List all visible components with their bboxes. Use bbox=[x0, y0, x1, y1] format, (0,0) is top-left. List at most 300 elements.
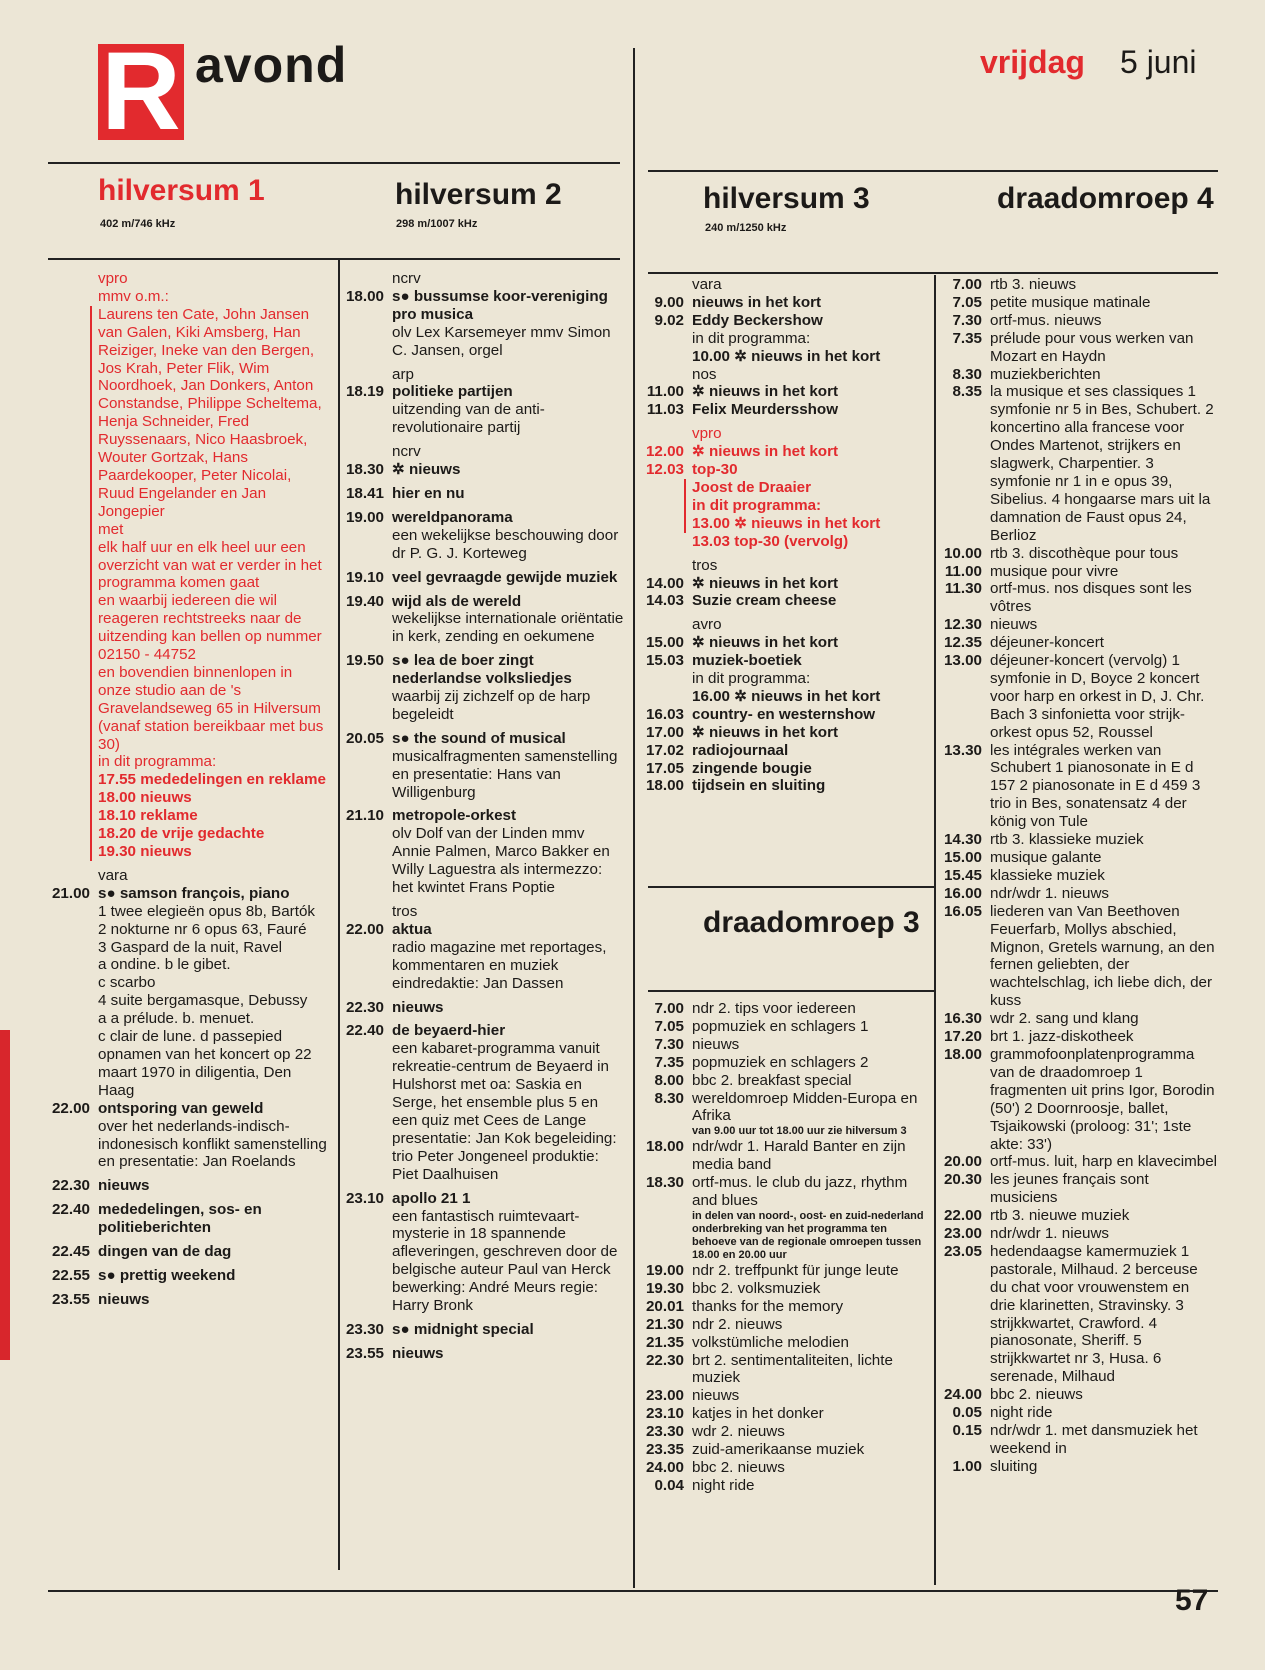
program-text: aktua bbox=[392, 920, 432, 938]
program-text: 19.30 nieuws bbox=[90, 843, 328, 861]
program-text: mmv o.m.: bbox=[98, 287, 169, 305]
time-label: 7.35 bbox=[654, 1053, 684, 1071]
time-label: 22.40 bbox=[345, 1022, 384, 1040]
section-title: avond bbox=[195, 37, 348, 93]
schedule-row bbox=[46, 867, 328, 885]
program-text: grammofoonplatenprogramma van de draadomroep 1 fragmenten uit prins Igor, Borodin (50') 2 Doornroosje, ballet, Tsjaikowski (proloog: 31'; 1ste akte: 33') bbox=[990, 1045, 1215, 1153]
program-text: rtb 3. nieuws bbox=[990, 276, 1077, 293]
schedule-row bbox=[640, 777, 932, 795]
freq-hilversum-2: 298 m/1007 kHz bbox=[396, 218, 478, 230]
time-label: 11.30 bbox=[944, 580, 982, 598]
program-text: in dit programma: bbox=[692, 670, 811, 688]
schedule-row bbox=[340, 1022, 625, 1040]
time-label bbox=[46, 1010, 98, 1028]
program-text: Felix Meurdersshow bbox=[692, 401, 839, 419]
time-label: 8.35 bbox=[952, 383, 982, 401]
program-text: politieke partijen bbox=[392, 383, 513, 401]
time-label: 7.00 bbox=[952, 276, 982, 293]
program-text: over het nederlands-indisch-indonesisch konflikt samenstelling en presentatie: Jan Roelands bbox=[98, 1117, 327, 1171]
schedule-row bbox=[340, 807, 625, 825]
program-text: c scarbo bbox=[98, 974, 156, 992]
schedule-row bbox=[640, 575, 932, 593]
program-text: ncrv bbox=[392, 443, 421, 461]
program-text: hier en nu bbox=[392, 484, 465, 502]
schedule-row bbox=[46, 664, 328, 754]
time-label: 9.00 bbox=[654, 293, 684, 311]
program-text: tros bbox=[392, 903, 418, 920]
schedule-row bbox=[640, 634, 932, 652]
schedule-row bbox=[340, 401, 625, 437]
schedule-draadomroep-3 bbox=[640, 1000, 932, 1495]
time-label: 20.01 bbox=[645, 1297, 684, 1315]
time-label: 1.00 bbox=[952, 1457, 982, 1475]
program-text: bbc 2. breakfast special bbox=[692, 1071, 852, 1089]
schedule-row bbox=[340, 569, 625, 587]
time-label bbox=[46, 939, 98, 957]
program-text: nieuws bbox=[692, 1387, 740, 1405]
time-label bbox=[340, 366, 392, 384]
program-text: ndr/wdr 1. met dansmuziek het weekend in bbox=[990, 1422, 1198, 1457]
time-label: 7.35 bbox=[952, 329, 982, 347]
time-label: 17.02 bbox=[645, 741, 684, 759]
program-text: uitzending van de anti-revolutionaire partij bbox=[392, 401, 545, 437]
program-text: prélude pour vous werken van Mozart en Haydn bbox=[990, 329, 1194, 365]
schedule-row bbox=[46, 807, 328, 825]
schedule-row bbox=[640, 348, 932, 366]
program-text: metropole-orkest bbox=[392, 807, 517, 825]
time-label: 18.00 bbox=[645, 1138, 684, 1156]
schedule-row bbox=[46, 825, 328, 843]
program-text: dingen van de dag bbox=[98, 1243, 232, 1261]
program-text: ndr 2. treffpunkt für junge leute bbox=[692, 1261, 899, 1279]
program-text: in delen van noord-, oost- en zuid-nederland onderbreking van het programma ten behoeve van de regionale omroepen tussen 18.00 en 20.00 uur bbox=[692, 1209, 924, 1261]
program-text: brt 2. sentimentaliteiten, lichte muziek bbox=[692, 1351, 893, 1387]
program-text: muziekberichten bbox=[990, 365, 1101, 383]
schedule-row bbox=[938, 1422, 1218, 1458]
schedule-row bbox=[640, 533, 932, 551]
time-label: 10.00 bbox=[943, 544, 982, 562]
program-text: bbc 2. volksmuziek bbox=[692, 1279, 821, 1297]
time-label: 18.00 bbox=[943, 1045, 982, 1063]
program-text: musique pour vivre bbox=[990, 562, 1119, 580]
schedule-row bbox=[340, 610, 625, 646]
time-label: 11.00 bbox=[646, 383, 684, 401]
time-label: 15.45 bbox=[943, 866, 982, 884]
program-text: in dit programma: bbox=[90, 753, 328, 771]
schedule-row bbox=[640, 401, 932, 419]
time-label bbox=[46, 992, 98, 1010]
time-label: 20.00 bbox=[943, 1153, 982, 1171]
schedule-draadomroep-4 bbox=[938, 276, 1218, 1476]
program-text: c clair de lune. d passepied opnamen van het koncert op 22 maart 1970 in diligentia, Den Haag bbox=[98, 1028, 312, 1099]
time-label bbox=[46, 921, 98, 939]
program-text: 17.55 mededelingen en reklame bbox=[90, 771, 328, 789]
program-text: in dit programma: bbox=[684, 497, 932, 515]
time-label: 23.30 bbox=[645, 1423, 684, 1441]
time-label: 22.00 bbox=[345, 920, 384, 938]
program-text: de beyaerd-hier bbox=[392, 1022, 506, 1040]
time-label: 22.30 bbox=[345, 998, 384, 1016]
time-label bbox=[640, 276, 692, 294]
program-text: nieuws bbox=[392, 1344, 444, 1362]
schedule-row bbox=[640, 479, 932, 497]
schedule-row bbox=[46, 939, 328, 957]
program-text: wdr 2. sang und klang bbox=[990, 1010, 1139, 1028]
page-number: 57 bbox=[1175, 1584, 1209, 1617]
time-label: 7.05 bbox=[654, 1017, 684, 1035]
time-label: 22.45 bbox=[51, 1243, 90, 1261]
schedule-hilversum-1 bbox=[46, 270, 328, 1309]
section-logo: R bbox=[98, 44, 184, 140]
schedule-row bbox=[938, 276, 1218, 294]
time-label: 13.00 bbox=[943, 652, 982, 670]
center-divider bbox=[633, 48, 635, 1588]
time-label bbox=[340, 825, 392, 897]
schedule-row bbox=[640, 652, 932, 670]
program-text: 18.20 de vrije gedachte bbox=[90, 825, 328, 843]
program-text: petite musique matinale bbox=[990, 293, 1151, 311]
time-label: 18.30 bbox=[345, 461, 384, 479]
schedule-row bbox=[340, 443, 625, 461]
program-text: wdr 2. nieuws bbox=[692, 1423, 785, 1441]
schedule-row bbox=[640, 1036, 932, 1054]
schedule-row bbox=[640, 688, 932, 706]
program-text: wereldpanorama bbox=[392, 508, 513, 526]
program-text: arp bbox=[392, 365, 414, 383]
schedule-row bbox=[938, 1046, 1218, 1153]
schedule-row bbox=[640, 366, 932, 384]
program-text: veel gevraagde gewijde muziek bbox=[392, 568, 618, 586]
program-text: brt 1. jazz-diskotheek bbox=[990, 1028, 1134, 1046]
schedule-row bbox=[640, 1280, 932, 1298]
program-text: zuid-amerikaanse muziek bbox=[692, 1441, 865, 1459]
time-label bbox=[340, 610, 392, 646]
schedule-row bbox=[46, 992, 328, 1010]
program-text: ndr/wdr 1. nieuws bbox=[990, 884, 1110, 902]
time-label bbox=[340, 324, 392, 360]
program-text: thanks for the memory bbox=[692, 1297, 844, 1315]
time-label bbox=[46, 288, 98, 306]
schedule-row bbox=[640, 312, 932, 330]
time-label: 18.19 bbox=[345, 383, 384, 401]
schedule-row bbox=[340, 999, 625, 1017]
time-label: 18.00 bbox=[345, 287, 384, 305]
program-text: Eddy Beckershow bbox=[692, 311, 823, 329]
schedule-row bbox=[340, 748, 625, 802]
schedule-row bbox=[640, 497, 932, 515]
station-hilversum-2: hilversum 2 bbox=[395, 178, 562, 211]
program-text: s● bussumse koor-vereniging pro musica bbox=[392, 287, 608, 323]
program-text: sluiting bbox=[990, 1457, 1038, 1475]
program-text: vara bbox=[98, 866, 128, 884]
schedule-row bbox=[340, 593, 625, 611]
program-text: s● the sound of musical bbox=[392, 729, 566, 747]
program-text: déjeuner-koncert bbox=[990, 634, 1104, 652]
schedule-row bbox=[46, 539, 328, 593]
program-text: van 9.00 uur tot 18.00 uur zie hilversum 3 bbox=[692, 1125, 907, 1138]
time-label: 23.10 bbox=[345, 1189, 384, 1207]
schedule-row bbox=[640, 425, 932, 443]
program-text: nieuws in het kort bbox=[692, 293, 822, 311]
schedule-row bbox=[938, 831, 1218, 849]
schedule-row bbox=[938, 312, 1218, 330]
time-label: 16.00 bbox=[943, 884, 982, 902]
schedule-row bbox=[938, 885, 1218, 903]
program-text: ortf-mus. nieuws bbox=[990, 311, 1102, 329]
time-label: 14.03 bbox=[645, 592, 684, 610]
program-text: hedendaagse kamermuziek 1 pastorale, Milhaud. 2 berceuse du chat voor vrouwenstem en drie klarinetten, Stravinsky. 3 strijkkwartet, Crawford. 4 pianosonate, Sheriff. 5 strijkkwartet nr 3, Husa. 6 serenade, Milhaud bbox=[990, 1242, 1198, 1386]
schedule-row bbox=[938, 383, 1218, 544]
time-label bbox=[640, 1125, 692, 1138]
schedule-row bbox=[640, 461, 932, 479]
rule-under-stations-right bbox=[648, 272, 1218, 274]
schedule-row bbox=[340, 509, 625, 527]
program-text: in dit programma: bbox=[692, 329, 811, 347]
schedule-row bbox=[46, 974, 328, 992]
station-draadomroep-3: draadomroep 3 bbox=[703, 906, 920, 939]
time-label: 7.00 bbox=[654, 1000, 684, 1017]
schedule-row bbox=[340, 485, 625, 503]
time-label bbox=[340, 443, 392, 461]
program-text: 1 twee elegieën opus 8b, Bartók bbox=[98, 902, 315, 920]
program-text: vpro bbox=[98, 270, 128, 287]
program-text: musicalfragmenten samenstelling en presentatie: Hans van Willigenburg bbox=[392, 747, 618, 801]
time-label: 9.02 bbox=[654, 311, 684, 329]
divider-col3-col4 bbox=[934, 275, 936, 1585]
schedule-row bbox=[340, 324, 625, 360]
program-text: muziek-boetiek bbox=[692, 652, 802, 670]
schedule-row bbox=[340, 527, 625, 563]
time-label: 15.00 bbox=[943, 849, 982, 866]
program-text: ✲ nieuws in het kort bbox=[692, 723, 839, 741]
time-label: 23.35 bbox=[645, 1441, 684, 1459]
time-label: 18.00 bbox=[645, 777, 684, 795]
program-text: 3 Gaspard de la nuit, Ravel bbox=[98, 938, 283, 956]
edge-red-bar bbox=[0, 1030, 10, 1360]
time-label: 23.55 bbox=[51, 1290, 90, 1308]
time-label: 23.30 bbox=[345, 1320, 384, 1338]
schedule-row bbox=[340, 1345, 625, 1363]
rule-top-left bbox=[48, 162, 620, 164]
schedule-row bbox=[938, 1010, 1218, 1028]
day-label: vrijdag bbox=[980, 44, 1085, 80]
program-text: en bovendien binnenlopen in onze studio aan de 's Gravelandseweg 65 in Hilversum (vanaf station bereikbaar met bus 30) bbox=[90, 664, 328, 754]
schedule-row bbox=[340, 366, 625, 384]
schedule-row bbox=[46, 592, 328, 664]
time-label: 21.00 bbox=[51, 884, 90, 902]
time-label bbox=[46, 974, 98, 992]
program-text: Laurens ten Cate, John Jansen van Galen, Kiki Amsberg, Han Reiziger, Ineke van den Bergen, Jos Krah, Peter Flik, Wim Noordhoek, Jan Donkers, Anton Constandse, Philippe Scheltema, Henja Schneider, Fred Ruyssenaars, Nico Haasbroek, Wouter Gortzak, Hans Paardekooper, Peter Nicolai, Ruud Engelander en Jan Jongepier bbox=[90, 306, 328, 521]
program-text: klassieke muziek bbox=[990, 866, 1105, 884]
schedule-row bbox=[340, 921, 625, 939]
schedule-row bbox=[640, 1423, 932, 1441]
schedule-row bbox=[640, 1054, 932, 1072]
program-text: ndr 2. tips voor iedereen bbox=[692, 1000, 856, 1017]
time-label bbox=[46, 903, 98, 921]
schedule-row bbox=[938, 1028, 1218, 1046]
program-text: zingende bougie bbox=[692, 759, 812, 777]
time-label: 19.10 bbox=[345, 568, 384, 586]
program-text: les intégrales werken van Schubert 1 pianosonate in E d 157 2 pianosonate in E d 459 3 trio in Bes, sonatensatz 4 der könig von Tule bbox=[990, 741, 1201, 831]
time-label bbox=[340, 527, 392, 563]
schedule-row bbox=[938, 545, 1218, 563]
schedule-row bbox=[640, 557, 932, 575]
schedule-row bbox=[46, 789, 328, 807]
time-label: 23.05 bbox=[943, 1242, 982, 1260]
program-text: olv Lex Karsemeyer mmv Simon C. Jansen, orgel bbox=[392, 323, 611, 359]
schedule-row bbox=[46, 771, 328, 789]
schedule-row bbox=[640, 515, 932, 533]
time-label: 11.00 bbox=[944, 562, 982, 580]
schedule-row bbox=[640, 670, 932, 688]
time-label bbox=[46, 956, 98, 974]
program-text: vara bbox=[692, 276, 722, 293]
schedule-row bbox=[640, 1174, 932, 1210]
schedule-row bbox=[640, 760, 932, 778]
time-label bbox=[640, 533, 692, 551]
time-label: 23.00 bbox=[645, 1387, 684, 1405]
program-text: Joost de Draaier bbox=[684, 479, 932, 497]
time-label: 23.55 bbox=[345, 1344, 384, 1362]
schedule-row bbox=[46, 270, 328, 288]
program-text: wekelijkse internationale oriëntatie in kerk, zending en oekumene bbox=[392, 610, 624, 646]
time-label: 0.15 bbox=[952, 1422, 982, 1439]
time-label: 21.30 bbox=[645, 1315, 684, 1333]
schedule-row bbox=[938, 1386, 1218, 1404]
program-text: s● prettig weekend bbox=[98, 1266, 236, 1284]
program-text: night ride bbox=[692, 1476, 755, 1494]
date-label: 5 juni bbox=[1120, 44, 1197, 80]
program-text: ndr/wdr 1. Harald Banter en zijn media band bbox=[692, 1138, 906, 1174]
program-text: night ride bbox=[990, 1404, 1053, 1422]
schedule-row bbox=[46, 885, 328, 903]
program-text: radio magazine met reportages, kommentaren en muziek eindredaktie: Jan Dassen bbox=[392, 938, 607, 992]
time-label: 0.04 bbox=[654, 1476, 684, 1494]
program-text: ontsporing van geweld bbox=[98, 1099, 264, 1117]
program-text: ncrv bbox=[392, 270, 421, 287]
time-label bbox=[340, 1208, 392, 1315]
schedule-row bbox=[938, 1225, 1218, 1243]
program-text: rtb 3. discothèque pour tous bbox=[990, 544, 1179, 562]
schedule-row bbox=[640, 616, 932, 634]
time-label bbox=[640, 670, 692, 688]
schedule-row bbox=[640, 706, 932, 724]
program-text: ortf-mus. nos disques sont les vôtres bbox=[990, 580, 1192, 616]
program-text: vpro bbox=[692, 425, 722, 443]
time-label: 13.30 bbox=[943, 741, 982, 759]
schedule-row bbox=[640, 294, 932, 312]
schedule-row bbox=[640, 1125, 932, 1138]
program-text: waarbij zij zichzelf op de harp begeleidt bbox=[392, 688, 591, 723]
time-label: 11.03 bbox=[646, 401, 684, 419]
schedule-row bbox=[46, 1243, 328, 1261]
program-text: ✲ nieuws in het kort bbox=[692, 383, 839, 401]
program-text: liederen van Van Beethoven Feuerfarb, Mollys abschied, Mignon, Gretels warnung, an den fernen geliebten, der wachtelschlag, ich liebe dich, der kuss bbox=[990, 902, 1215, 1010]
schedule-row bbox=[640, 1405, 932, 1423]
schedule-row bbox=[640, 1334, 932, 1352]
schedule-row bbox=[340, 652, 625, 688]
time-label bbox=[340, 401, 392, 437]
time-label: 19.00 bbox=[645, 1261, 684, 1279]
time-label: 18.41 bbox=[345, 484, 384, 502]
schedule-row bbox=[938, 1171, 1218, 1207]
schedule-row bbox=[640, 1210, 932, 1262]
time-label: 22.40 bbox=[51, 1201, 90, 1219]
schedule-row bbox=[938, 849, 1218, 867]
schedule-row bbox=[640, 330, 932, 348]
time-label: 8.30 bbox=[952, 365, 982, 383]
station-hilversum-1: hilversum 1 bbox=[98, 174, 265, 207]
time-label bbox=[640, 557, 692, 575]
time-label bbox=[46, 270, 98, 288]
schedule-row bbox=[938, 330, 1218, 366]
program-text: een kabaret-programma vanuit rekreatie-centrum de Beyaerd in Hulshorst met oa: Saskia en Serge, het ensemble plus 5 en een quiz met Cees de Lange presentatie: Jan Kok begeleiding: trio Peter Jongeneel produktie: Piet Daalhuisen bbox=[392, 1040, 617, 1183]
program-text: tros bbox=[692, 556, 718, 574]
program-text: popmuziek en schlagers 2 bbox=[692, 1053, 869, 1071]
time-label bbox=[340, 270, 392, 288]
time-label: 19.50 bbox=[345, 652, 384, 670]
schedule-row bbox=[640, 1387, 932, 1405]
time-label bbox=[640, 1210, 692, 1262]
program-text: apollo 21 1 bbox=[392, 1189, 471, 1207]
program-text: met bbox=[90, 521, 328, 539]
schedule-hilversum-3 bbox=[640, 276, 932, 795]
time-label: 22.30 bbox=[51, 1177, 90, 1195]
rule-above-draadomroep3 bbox=[648, 886, 934, 888]
program-text: wijd als de wereld bbox=[392, 592, 522, 610]
schedule-row bbox=[640, 724, 932, 742]
station-hilversum-3: hilversum 3 bbox=[703, 182, 870, 215]
schedule-row bbox=[938, 366, 1218, 384]
schedule-row bbox=[46, 1291, 328, 1309]
program-text: 18.00 nieuws bbox=[90, 789, 328, 807]
schedule-row bbox=[938, 1207, 1218, 1225]
program-text: Suzie cream cheese bbox=[692, 592, 837, 610]
schedule-row bbox=[640, 276, 932, 294]
schedule-row bbox=[640, 1459, 932, 1477]
schedule-row bbox=[46, 1010, 328, 1028]
schedule-row bbox=[640, 1000, 932, 1018]
schedule-row bbox=[46, 1028, 328, 1100]
schedule-row bbox=[938, 867, 1218, 885]
program-text: nieuws bbox=[98, 1290, 150, 1308]
program-text: popmuziek en schlagers 1 bbox=[692, 1017, 869, 1035]
time-label bbox=[340, 688, 392, 724]
schedule-row bbox=[340, 288, 625, 324]
time-label: 21.35 bbox=[645, 1333, 684, 1351]
schedule-row bbox=[640, 1352, 932, 1388]
schedule-row bbox=[340, 1321, 625, 1339]
rule-under-stations-left bbox=[48, 258, 620, 260]
program-text: en waarbij iedereen die wil reageren rechtstreeks naar de uitzending kan bellen op nummer 02150 - 44752 bbox=[90, 592, 328, 664]
time-label: 17.05 bbox=[645, 759, 684, 777]
schedule-row bbox=[340, 903, 625, 921]
time-label: 7.30 bbox=[952, 311, 982, 329]
program-text: la musique et ses classiques 1 symfonie nr 5 in Bes, Schubert. 2 koncertino alla francese voor Ondes Martenot, strijkers en slagwerk, Charpentier. 3 symfonie nr 1 in e opus 39, Sibelius. 4 hongaarse mars uit la damnation de Faust opus 24, Berlioz bbox=[990, 383, 1214, 544]
program-text: ndr 2. nieuws bbox=[692, 1315, 783, 1333]
schedule-row bbox=[46, 753, 328, 771]
time-label: 19.40 bbox=[345, 592, 384, 610]
time-label: 8.00 bbox=[654, 1071, 684, 1089]
schedule-row bbox=[340, 1190, 625, 1208]
program-text: country- en westernshow bbox=[692, 705, 876, 723]
program-text: musique galante bbox=[990, 849, 1102, 866]
program-text: avro bbox=[692, 616, 722, 634]
time-label bbox=[46, 867, 98, 885]
program-text: ✲ nieuws in het kort bbox=[692, 574, 839, 592]
schedule-row bbox=[46, 1100, 328, 1118]
schedule-row bbox=[46, 1118, 328, 1172]
